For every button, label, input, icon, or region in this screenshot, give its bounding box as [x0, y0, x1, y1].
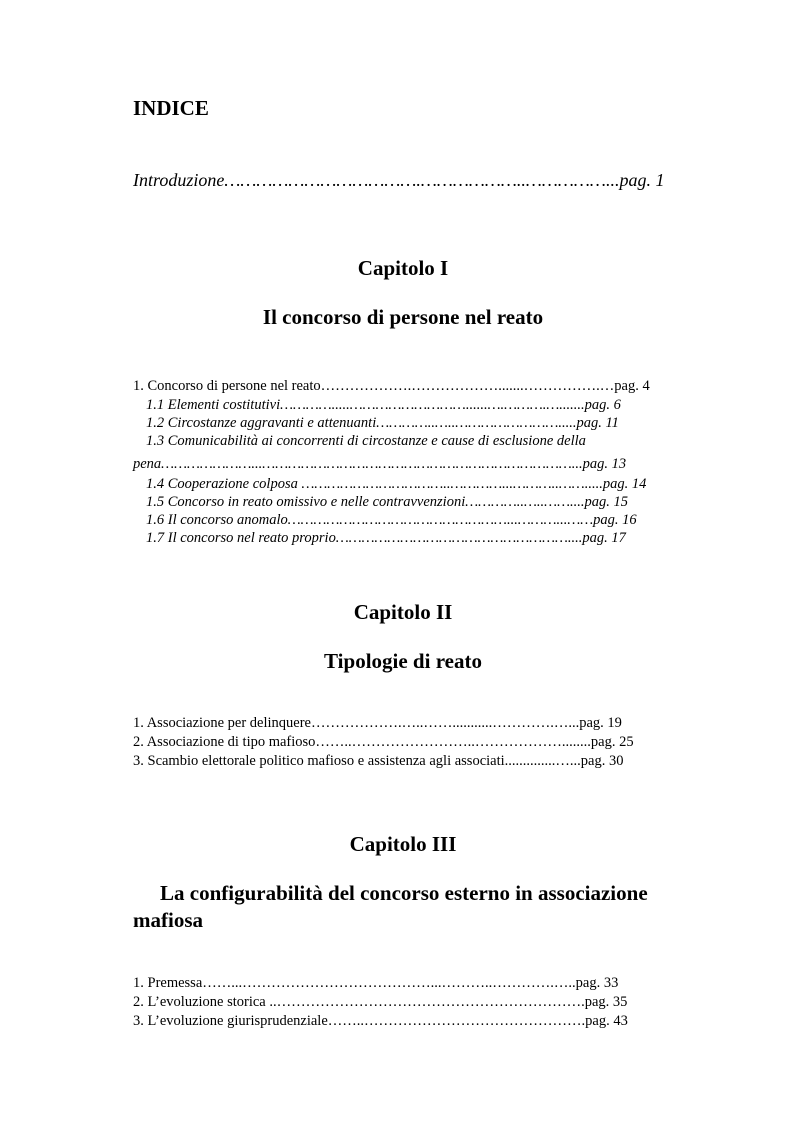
toc-entry: 1.4 Cooperazione colposa ……………………………..…………...………..…….....pag. 14	[146, 476, 647, 492]
chapter-1-title: Il concorso di persone nel reato	[262, 305, 544, 329]
chapter-3-title: La configurabilità del concorso esterno in associazione mafiosa	[133, 881, 648, 932]
toc-entry: 1.5 Concorso in reato omissivo e nelle contravvenzioni…………..…..……....pag. 15	[146, 494, 628, 510]
toc-entry: 1.3 Comunicabilità ai concorrenti di circostanze e cause di esclusione della	[146, 433, 586, 449]
toc-entry: 3. L’evoluzione giurisprudenziale……..……………………………………….pag. 43	[133, 1013, 628, 1029]
toc-entry: 2. L’evoluzione storica ..……………………………………………………….pag. 35	[133, 994, 628, 1010]
toc-entry: 2. Associazione di tipo mafioso……..……………………..………………........pag. 25	[133, 734, 634, 750]
chapter-2-label: Capitolo II	[353, 600, 453, 624]
toc-entry: pena…………………...………………………………………………………………...pag. 13	[133, 456, 627, 472]
toc-entry: 3. Scambio elettorale politico mafioso e assistenza agli associati..............…...pag. 30	[133, 753, 624, 769]
toc-entry: 1. Concorso di persone nel reato……………….……………….......…………….…pag. 4	[133, 378, 650, 394]
toc-entry-introduction: Introduzione……………………………….………………..……………...pag. 1	[133, 170, 665, 190]
index-title: INDICE	[133, 96, 209, 120]
toc-entry: 1.6 Il concorso anomalo……………………………………………...………...……pag. 16	[146, 512, 637, 528]
toc-entry: 1. Premessa……...…………………………………...………..………….…..pag. 33	[133, 975, 619, 991]
toc-entry: 1.2 Circostanze aggravanti e attenuanti…………..…..…………………….....pag. 11	[146, 415, 619, 431]
chapter-2-title: Tipologie di reato	[324, 649, 482, 673]
toc-entry: 1.7 Il concorso nel reato proprio………………………………………………....pag. 17	[146, 530, 626, 546]
chapter-3-label: Capitolo III	[349, 832, 457, 856]
chapter-1-label: Capitolo I	[357, 256, 449, 280]
toc-entry: 1.1 Elementi costitutivi………….....………………………......….……….….......pag. 6	[146, 397, 621, 413]
toc-entry: 1. Associazione per delinquere……………….…..……...........………….…...pag. 19	[133, 715, 622, 731]
